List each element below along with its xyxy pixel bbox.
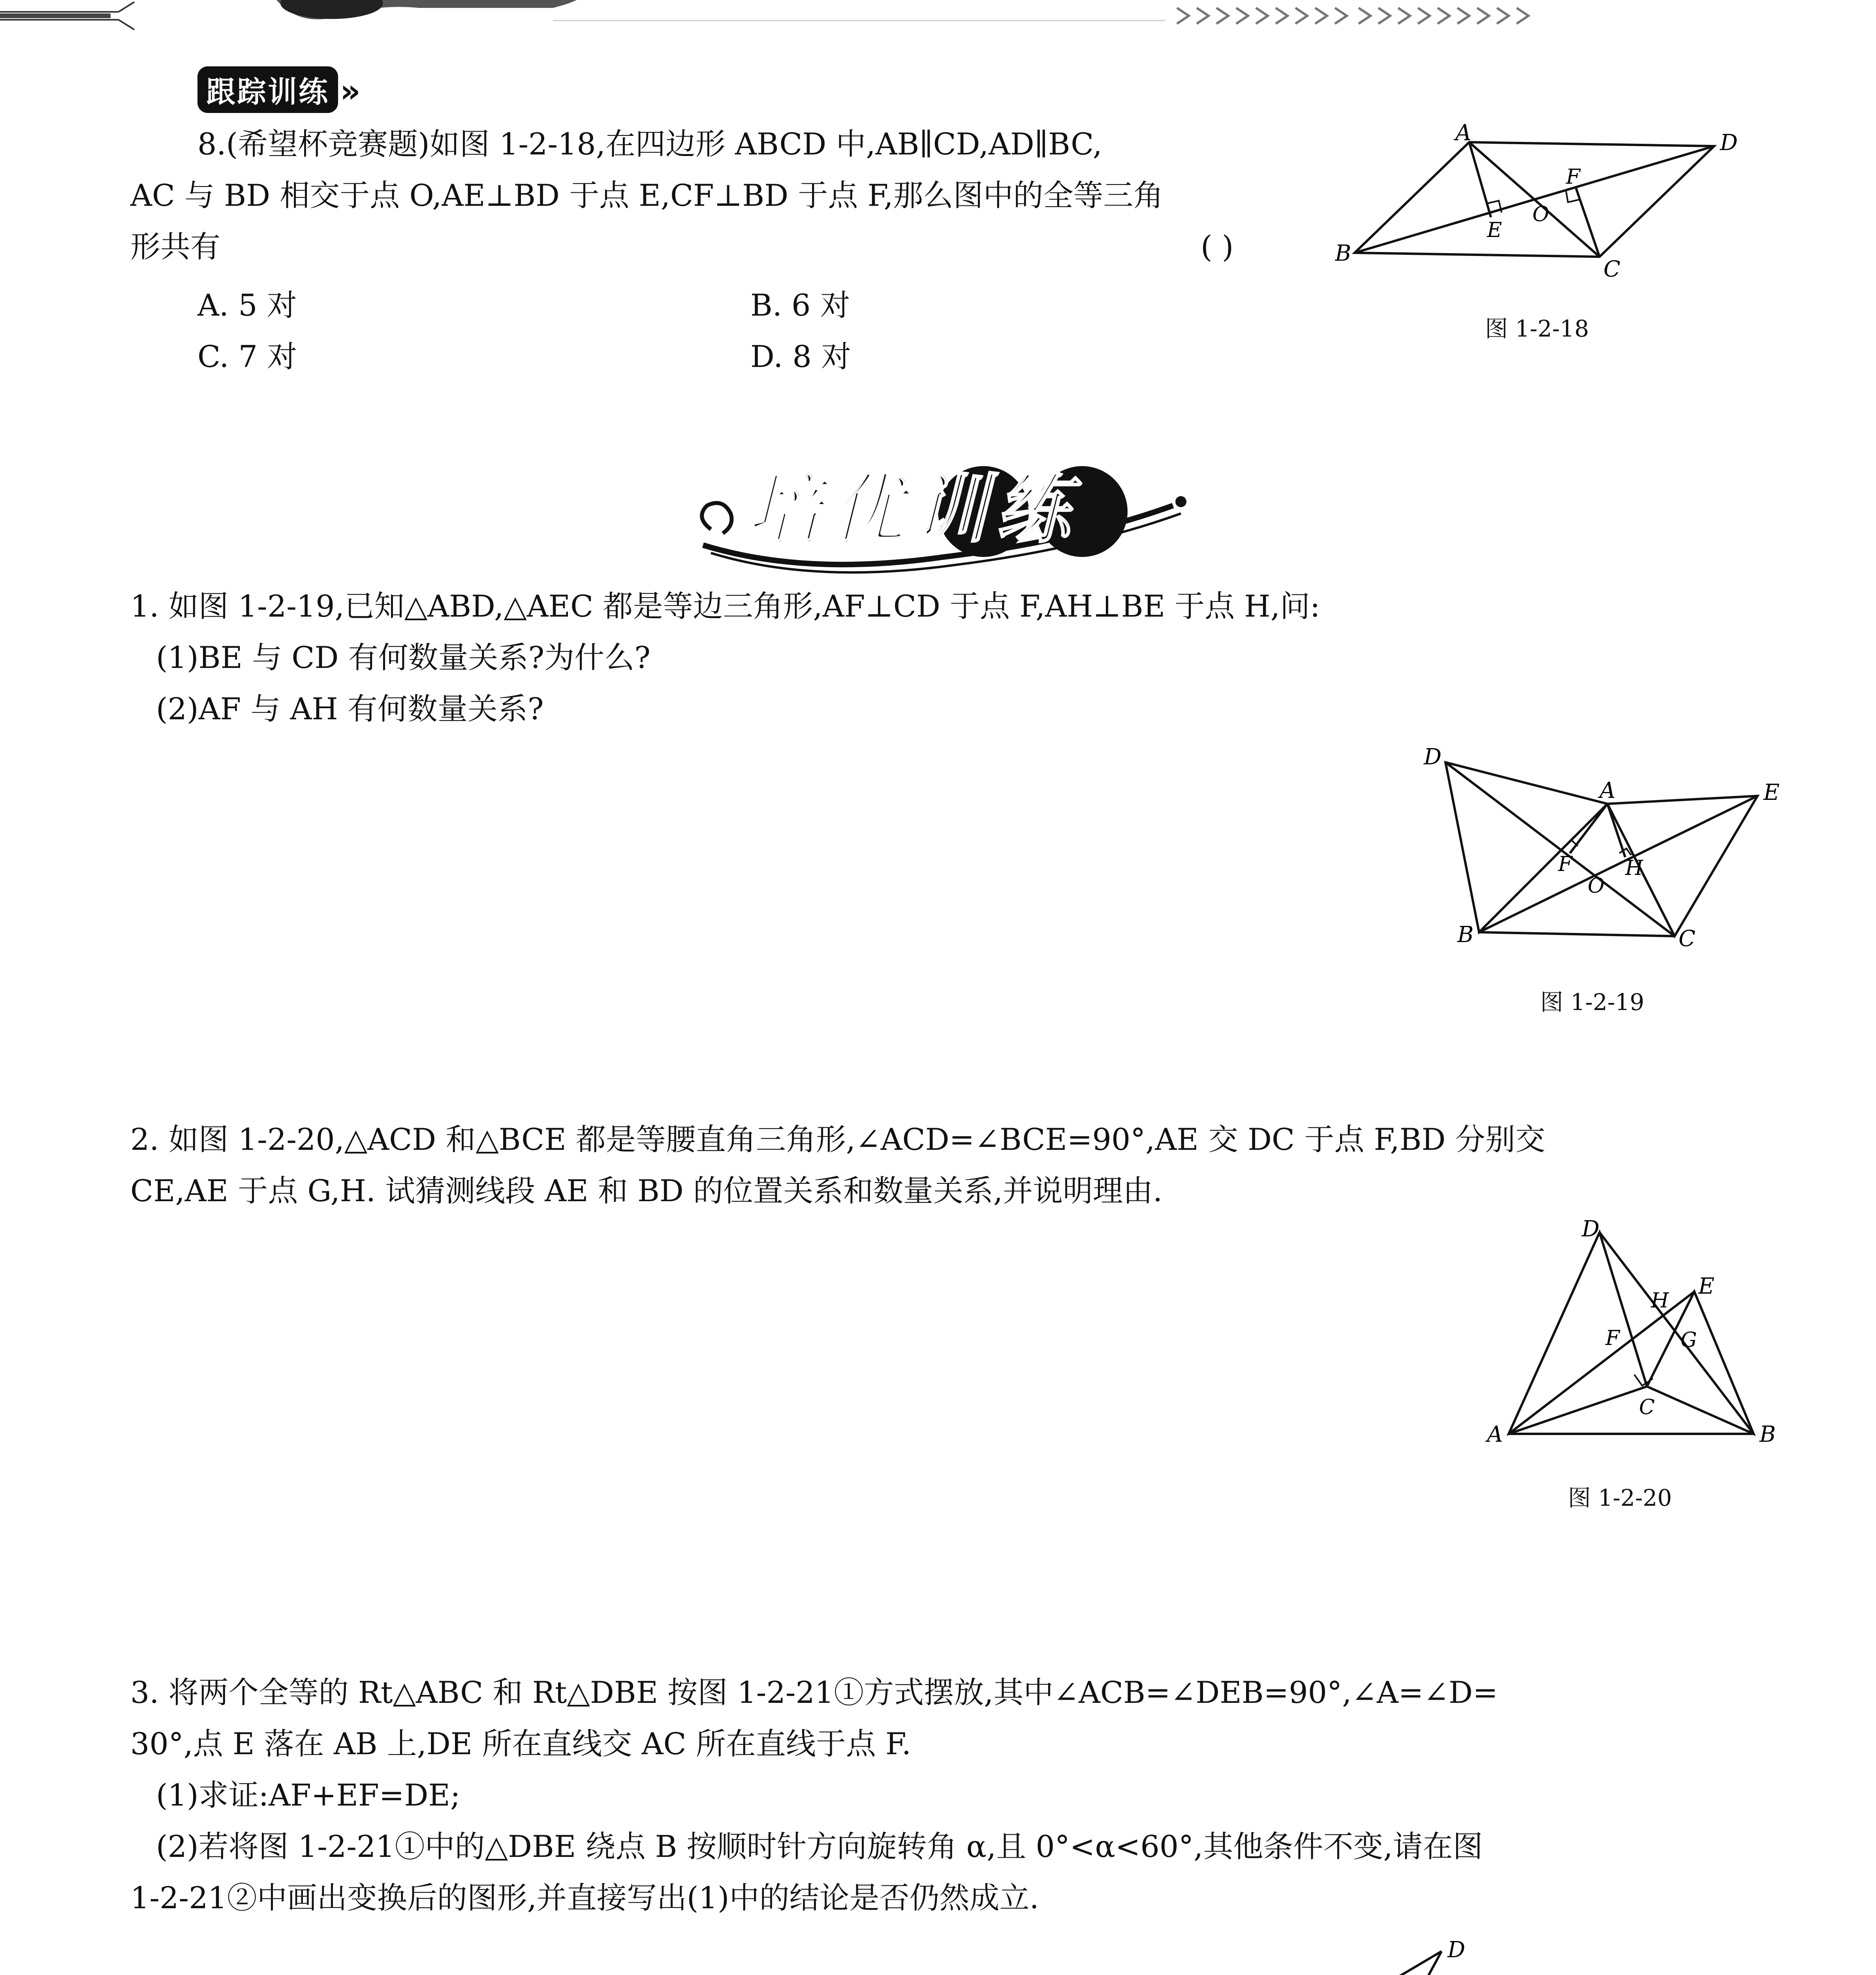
problem2-line2: CE,AE 于点 G,H. 试猜测线段 AE 和 BD 的位置关系和数量关系,并说明理由. — [130, 1173, 1163, 1208]
problem8-line3: 形共有 — [130, 229, 220, 264]
fig18-label-f: F — [1566, 165, 1581, 189]
fig20-label-c: C — [1639, 1396, 1655, 1419]
fig19-label-b: B — [1457, 922, 1474, 948]
fig19-label-d: D — [1424, 744, 1442, 770]
fig20-label-b: B — [1759, 1422, 1776, 1447]
fig21a-label-d: D — [1447, 1937, 1465, 1963]
fig19-label-e: E — [1763, 780, 1780, 805]
fig20-label-d: D — [1582, 1216, 1600, 1242]
fig18-label-d: D — [1720, 130, 1738, 156]
problem8-option-b: B. 6 对 — [750, 288, 850, 323]
figure-1-2-19 — [1410, 735, 1805, 956]
problem3-line4: (2)若将图 1-2-21①中的△DBE 绕点 B 按顺时针方向旋转角 α,且 0°<α<60°,其他条件不变,请在图 — [156, 1829, 1483, 1864]
fig20-label-g: G — [1681, 1328, 1697, 1352]
fig20-label-f: F — [1605, 1326, 1620, 1350]
problem1-line1: 1. 如图 1-2-19,已知△ABD,△AEC 都是等边三角形,AF⊥CD 于点 F,AH⊥BE 于点 H,问: — [130, 589, 1320, 624]
fig18-label-o: O — [1532, 203, 1549, 226]
tracking-training-arrows: » — [340, 73, 361, 109]
problem3-line2: 30°,点 E 落在 AB 上,DE 所在直线交 AC 所在直线于点 F. — [130, 1726, 912, 1761]
fig19-label-h: H — [1625, 856, 1643, 880]
problem8-option-a: A. 5 对 — [197, 288, 297, 323]
fig18-label-c: C — [1603, 256, 1620, 282]
problem8-line2: AC 与 BD 相交于点 O,AE⊥BD 于点 E,CF⊥BD 于点 F,那么图中的全等三角 — [130, 178, 1164, 213]
figure-1-2-21 — [1209, 1932, 1785, 1975]
fig20-label-e: E — [1698, 1273, 1714, 1299]
problem1-line3: (2)AF 与 AH 有何数量关系? — [156, 691, 544, 726]
fig20-label-h: H — [1651, 1289, 1669, 1313]
problem3-line1: 3. 将两个全等的 Rt△ABC 和 Rt△DBE 按图 1-2-21①方式摆放,其中∠ACB=∠DEB=90°,∠A=∠D= — [130, 1675, 1498, 1710]
fig18-label-e: E — [1487, 218, 1502, 242]
problem8-option-c: C. 7 对 — [197, 339, 297, 374]
figure-1-2-18 — [1335, 115, 1738, 292]
tracking-training-heading — [197, 66, 361, 110]
figure-1-2-20-caption: 图 1-2-20 — [1568, 1484, 1672, 1511]
fig18-label-b: B — [1335, 241, 1352, 266]
problem2-line1: 2. 如图 1-2-20,△ACD 和△BCE 都是等腰直角三角形,∠ACD=∠BCE=90°,AE 交 DC 于点 F,BD 分别交 — [130, 1122, 1545, 1157]
fig19-label-a: A — [1600, 778, 1616, 803]
problem8-line1: 8.(希望杯竞赛题)如图 1-2-18,在四边形 ABCD 中,AB∥CD,AD∥BC, — [197, 126, 1102, 162]
problem8-answer-paren: ( ) — [1201, 229, 1234, 264]
fig19-label-c: C — [1679, 926, 1696, 952]
advanced-training-title: 培优训练 — [746, 466, 1079, 553]
fig19-label-o: O — [1588, 874, 1605, 898]
figure-1-2-19-caption: 图 1-2-19 — [1540, 989, 1645, 1016]
problem1-line2: (1)BE 与 CD 有何数量关系?为什么? — [156, 640, 651, 675]
fig20-label-a: A — [1487, 1422, 1503, 1447]
problem3-line3: (1)求证:AF+EF=DE; — [156, 1778, 461, 1813]
figure-1-2-18-caption: 图 1-2-18 — [1485, 315, 1589, 342]
fig18-label-a: A — [1455, 120, 1472, 146]
problem3-line5: 1-2-21②中画出变换后的图形,并直接写出(1)中的结论是否仍然成立. — [130, 1880, 1039, 1915]
figure-1-2-20 — [1477, 1209, 1777, 1454]
tracking-training-title: 跟踪训练 — [197, 66, 338, 113]
problem8-option-d: D. 8 对 — [750, 339, 852, 374]
advanced-training-banner — [687, 427, 1201, 577]
header-decoration — [0, 0, 1876, 43]
fig19-label-f: F — [1558, 852, 1573, 876]
